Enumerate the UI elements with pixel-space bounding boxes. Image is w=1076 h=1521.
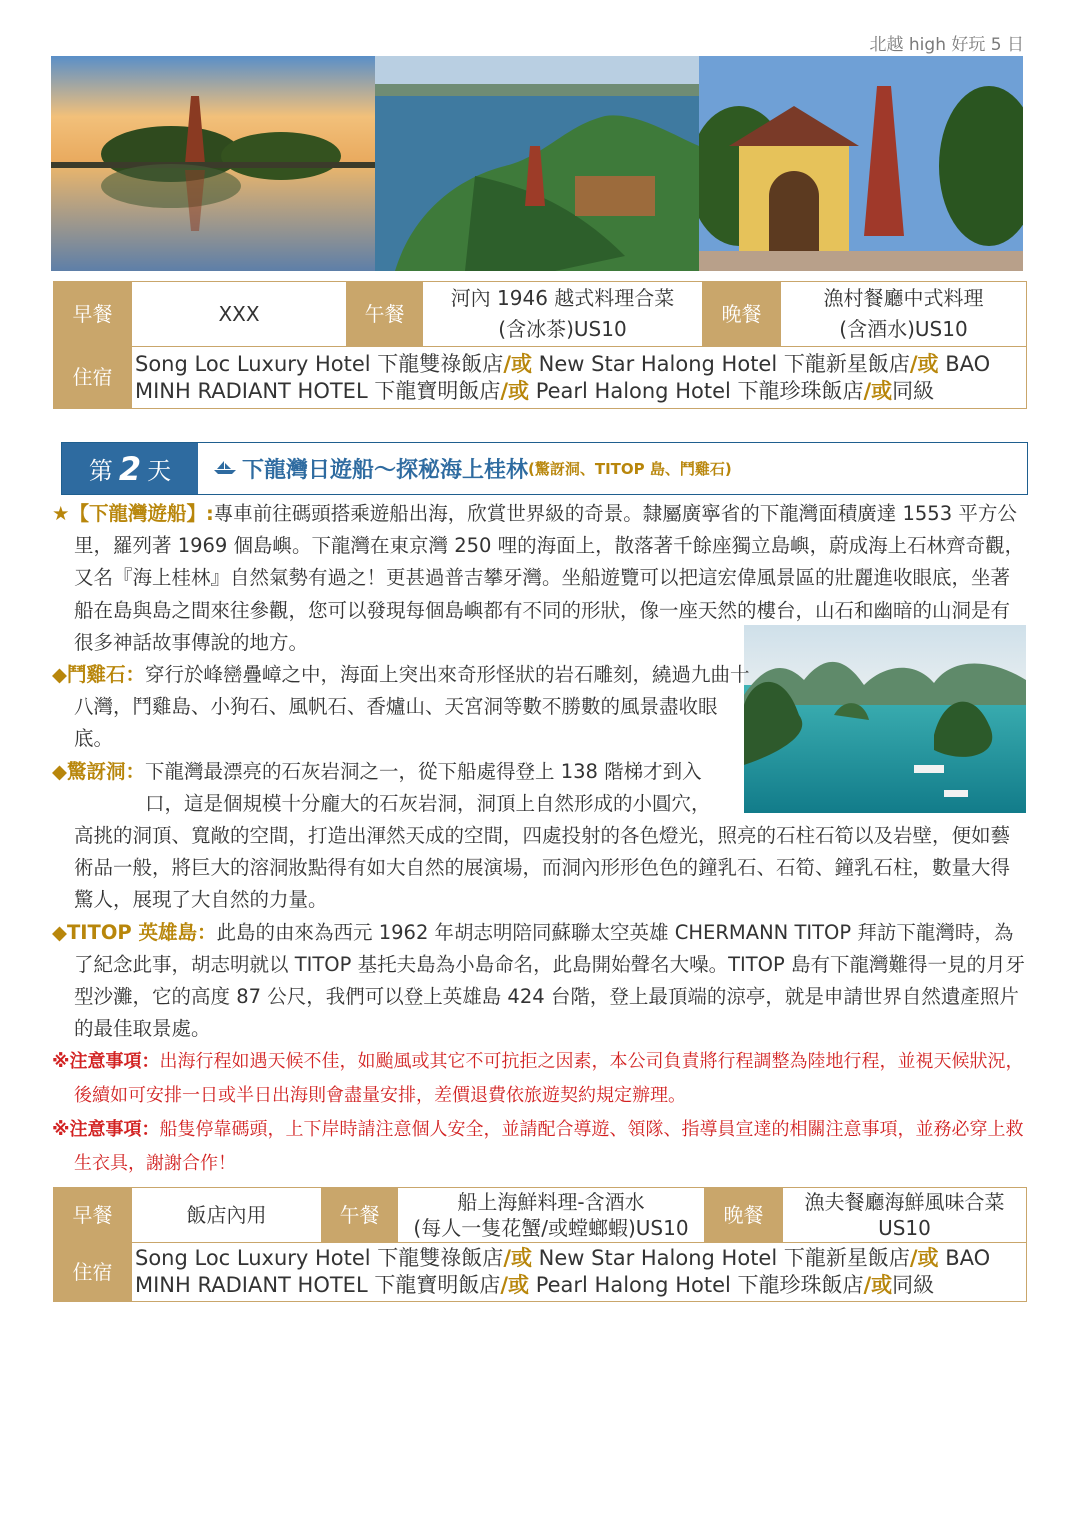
diamond-bullet-icon: ◆ <box>52 920 67 944</box>
tran-quoc-pagoda-lake-photo <box>51 56 375 271</box>
meal-table-day1 <box>53 281 1027 409</box>
day2-content <box>52 498 1026 1181</box>
lunch-value: 河內 1946 越式料理合菜 (含冰茶)US10 <box>423 282 703 347</box>
lunch-label: 午餐 <box>347 282 423 347</box>
dinner-value: 漁村餐廳中式料理 (含酒水)US10 <box>781 282 1027 347</box>
day-header <box>61 442 1028 495</box>
diamond-bullet-icon: ◆ <box>52 759 67 783</box>
lodging-value: Song Loc Luxury Hotel 下龍雙祿飯店/或 New Star Halong Hotel 下龍新星飯店/或 BAO MINH RADIANT HOTEL 下龍寶明飯店/或 Pearl Halong Hotel 下龍珍珠飯店/或同級 <box>132 1243 1027 1302</box>
cruise-section: ★【下龍灣遊船】:專車前往碼頭搭乘遊船出海，欣賞世界級的奇景。隸屬廣寧省的下龍灣面積廣達 1553 平方公里，羅列著 1969 個島嶼。下龍灣在東京灣 250 哩的海面上，散落著千餘座獨立島嶼，蔚成海上石林齊奇觀，又名『海上桂林』自然氣勢有過之！更甚過普吉攀牙灣。坐船遊覽可以把這宏偉風景區的壯麗進收眼底，坐著船在島與島之間來往參觀，您可以發現每個島嶼都有不同的形狀，像一座天然的樓台，山石和幽暗的山洞是有很多神話故事傳說的地方。 <box>52 502 1025 654</box>
page-header-title: 北越 high 好玩 5 日 <box>869 35 1024 55</box>
dinner-label: 晚餐 <box>703 282 781 347</box>
ship-icon <box>212 456 238 481</box>
lodging-value: Song Loc Luxury Hotel 下龍雙祿飯店/或 New Star Halong Hotel 下龍新星飯店/或 BAO MINH RADIANT HOTEL 下龍寶明飯店/或 Pearl Halong Hotel 下龍珍珠飯店/或同級 <box>132 347 1027 409</box>
breakfast-value: 飯店內用 <box>132 1188 322 1243</box>
west-lake-aerial-photo <box>375 56 699 271</box>
breakfast-value: XXX <box>132 282 347 347</box>
notice-safety: ※注意事項：船隻停靠碼頭，上下岸時請注意個人安全，並請配合導遊、領隊、指導員宣達的相關注意事項，並務必穿上救生衣具，謝謝合作！ <box>52 1119 1024 1175</box>
day-subtitle: (驚訝洞、TITOP 島、鬥雞石) <box>528 460 732 478</box>
fighting-cock-rock-section: ◆鬥雞石：穿行於峰巒疊嶂之中，海面上突出來奇形怪狀的岩石雕刻，繞過九曲十八灣，鬥雞島、小狗石、風帆石、香爐山、天宮洞等數不勝數的風景盡收眼底。 <box>52 663 750 751</box>
day-number-box: 第 2 天 <box>62 443 198 494</box>
meal-table-day2 <box>53 1187 1027 1302</box>
day-number: 2 <box>118 449 142 488</box>
diamond-bullet-icon: ◆ <box>52 663 67 687</box>
tran-quoc-gate-photo <box>699 56 1023 271</box>
notice-weather: ※注意事項：出海行程如遇天候不佳，如颱風或其它不可抗拒之因素，本公司負責將行程調整為陸地行程，並視天候狀況，後續如可安排一日或半日出海則會盡量安排，差價退費依旅遊契約規定辦理。 <box>52 1051 1024 1107</box>
breakfast-label: 早餐 <box>54 1188 132 1243</box>
titop-island-section: ◆TITOP 英雄島：此島的由來為西元 1962 年胡志明陪同蘇聯太空英雄 CHERMANN TITOP 拜訪下龍灣時，為了紀念此事，胡志明就以 TITOP 基托夫島為小島命名，此島開始聲名大噪。TITOP 島有下龍灣難得一見的月牙型沙灘，它的高度 87 公尺，我們可以登上英雄島 424 台階，登上最頂端的涼亭，就是申請世界自然遺產照片的最佳取景處。 <box>52 920 1025 1041</box>
dinner-value: 漁夫餐廳海鮮風味合菜 US10 <box>783 1188 1027 1243</box>
dinner-label: 晚餐 <box>705 1188 783 1243</box>
day-title: 下龍灣日遊船～探秘海上桂林 (驚訝洞、TITOP 島、鬥雞石) <box>198 443 732 494</box>
lunch-label: 午餐 <box>322 1188 398 1243</box>
breakfast-label: 早餐 <box>54 282 132 347</box>
surprise-cave-section: ◆驚訝洞：下龍灣最漂亮的石灰岩洞之一，從下船處得登上 138 階梯才到入口，這是個規模十分龐大的石灰岩洞，洞頂上自然形成的小圓穴， 高挑的洞頂、寬敞的空間，打造出渾然天成的空間，四處投射的各色燈光，照亮的石柱石筍以及岩壁，便如藝術品一般，將巨大的溶洞妝點得有如大自然的展演場，而洞內形形色色的鐘乳石、石筍、鐘乳石柱，數量大得驚人，展現了大自然的力量。 <box>52 759 1011 912</box>
lodging-label: 住宿 <box>54 347 132 409</box>
star-bullet-icon: ★ <box>52 502 70 525</box>
lodging-label: 住宿 <box>54 1243 132 1302</box>
lunch-value: 船上海鮮料理-含酒水 (每人一隻花蟹/或螳螂蝦)US10 <box>398 1188 705 1243</box>
photo-strip <box>51 56 1023 271</box>
